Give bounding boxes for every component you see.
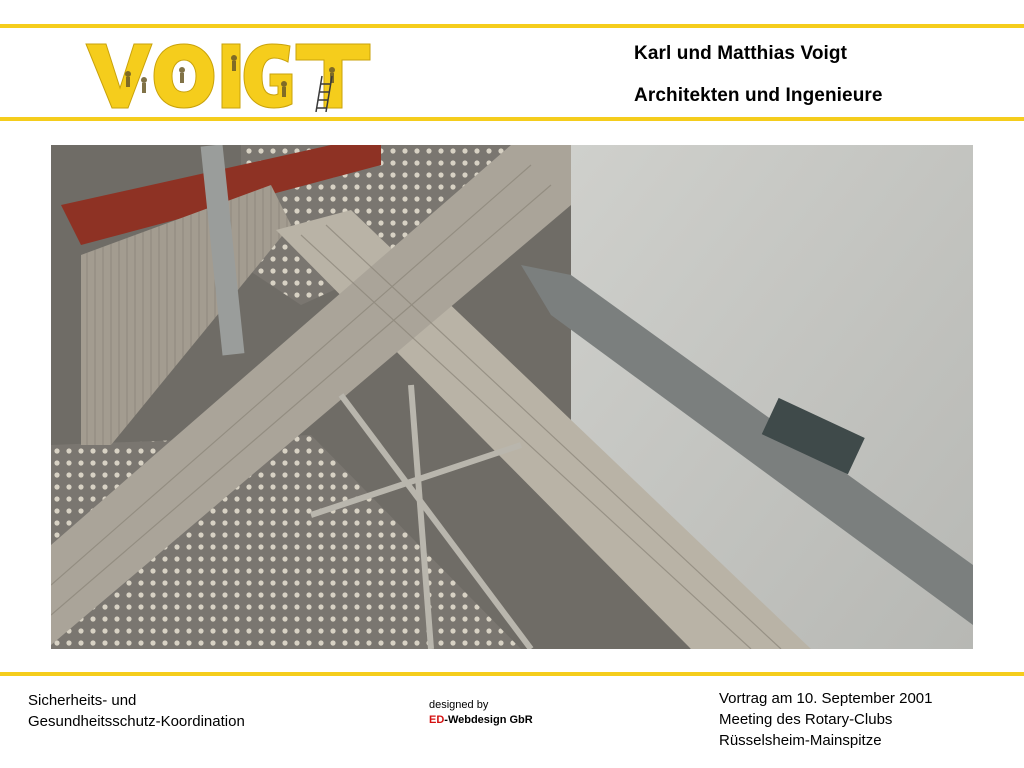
top-rule bbox=[0, 24, 1024, 28]
header-title: Karl und Matthias Voigt bbox=[634, 43, 848, 64]
footer-right bbox=[719, 688, 932, 751]
footer-right-line1: Vortrag am 10. September 2001 bbox=[719, 690, 933, 707]
ed-mark: ED bbox=[429, 714, 445, 726]
designer-name bbox=[429, 713, 533, 728]
footer-right-line3: Rüsselsheim-Mainspitze bbox=[719, 732, 882, 749]
scaffolding-photo bbox=[51, 145, 973, 649]
footer-right-line2: Meeting des Rotary-Clubs bbox=[719, 711, 893, 728]
designer-credit bbox=[429, 698, 533, 728]
header-subtitle: Architekten und Ingenieure bbox=[634, 85, 883, 106]
footer-left-line1: Sicherheits- und bbox=[28, 692, 137, 709]
footer-left bbox=[28, 690, 245, 732]
designed-by-label: designed by bbox=[429, 699, 489, 711]
webdesign-label: -Webdesign GbR bbox=[444, 714, 533, 726]
footer-rule bbox=[0, 672, 1024, 676]
voigt-logo bbox=[84, 40, 374, 112]
header-bottom-rule bbox=[0, 117, 1024, 121]
footer-left-line2: Gesundheitsschutz-Koordination bbox=[28, 713, 245, 730]
